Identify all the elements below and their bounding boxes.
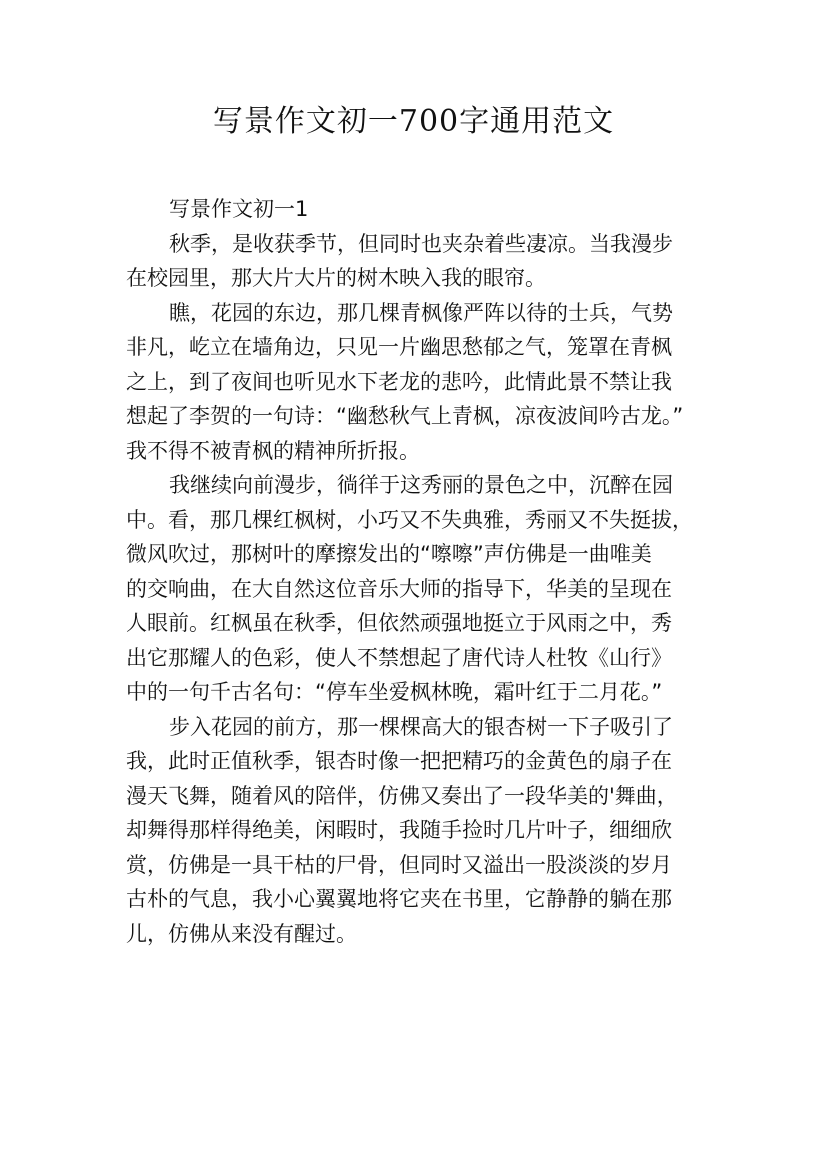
paragraph-line: 的交响曲，在大自然这位音乐大师的指导下，华美的呈现在 [126,576,672,601]
paragraph-line: 秋季，是收获季节，但同时也夹杂着些凄凉。当我漫步 [169,231,673,256]
paragraph-line: 我继续向前漫步，徜徉于这秀丽的景色之中，沉醉在园 [169,473,673,497]
paragraph-line: 想起了李贺的一句诗：“幽愁秋气上青枫，凉夜波间吟古龙。” [126,404,684,428]
paragraph-line: 中的一句千古名句：“停车坐爱枫林晚，霜叶红于二月花。” [126,680,663,704]
paragraph-line: 在校园里，那大片大片的树木映入我的眼帘。 [126,266,546,290]
paragraph-line: 我，此时正值秋季，银杏时像一把把精巧的金黄色的扇子在 [126,749,672,773]
paragraph-4 [126,710,704,952]
paragraph-line: 漫天飞舞，随着风的陪伴，仿佛又奏出了一段华美的'舞曲， [126,783,678,808]
document-title: 写景作文初一700字通用范文 [212,104,615,139]
paragraph-line: 古朴的气息，我小心翼翼地将它夹在书里，它静静的躺在那 [126,887,672,911]
paragraph-line: 步入花园的前方，那一棵棵高大的银杏树一下子吸引了 [169,714,673,739]
paragraph-3 [126,468,704,710]
paragraph-1 [126,227,704,296]
paragraph-line: 儿，仿佛从来没有醒过。 [126,921,357,946]
paragraph-line: 微风吹过，那树叶的摩擦发出的“嚓嚓”声仿佛是一曲唯美 [126,542,652,566]
paragraph-line: 中。看，那几棵红枫树，小巧又不失典雅，秀丽又不失挺拔， [126,507,693,532]
paragraph-line: 非凡，屹立在墙角边，只见一片幽思愁郁之气，笼罩在青枫 [126,335,672,359]
paragraph-line: 赏，仿佛是一具干枯的尸骨，但同时又溢出一股淡淡的岁月 [126,852,672,877]
paragraph-line: 却舞得那样得绝美，闲暇时，我随手捡时几片叶子，细细欣 [126,818,672,842]
paragraph-line: 之上，到了夜间也听见水下老龙的悲吟，此情此景不禁让我 [126,369,672,394]
paragraph-line: 我不得不被青枫的精神所折报。 [126,438,420,463]
paragraph-2 [126,296,704,469]
document-body [126,192,704,951]
section-heading: 写景作文初一1 [169,197,309,221]
paragraph-line: 出它那耀人的色彩，使人不禁想起了唐代诗人杜牧《山行》 [126,645,672,670]
paragraph-line: 瞧，花园的东边，那几棵青枫像严阵以待的士兵，气势 [169,300,673,325]
paragraph-line: 人眼前。红枫虽在秋季，但依然顽强地挺立于风雨之中，秀 [126,611,672,635]
